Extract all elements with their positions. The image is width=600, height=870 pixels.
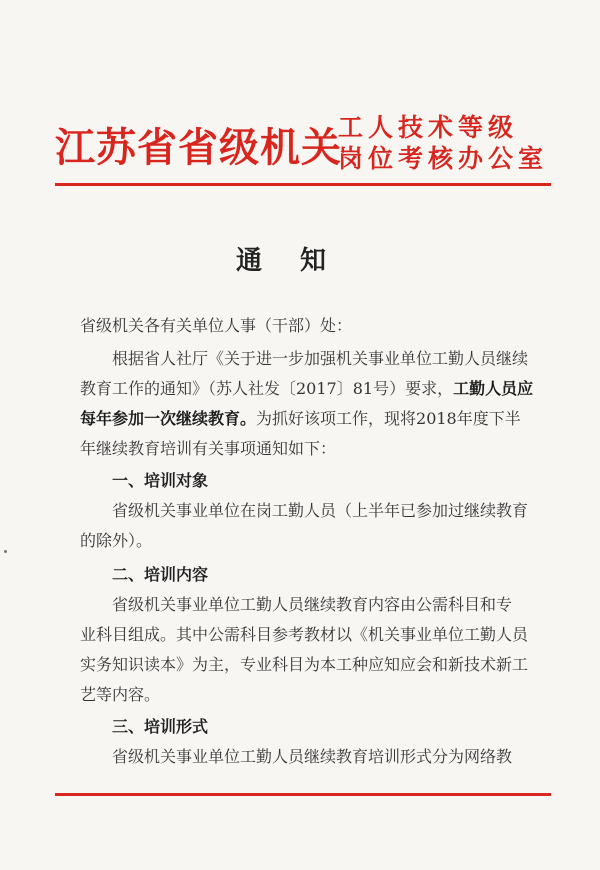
paragraph-line: 实务知识读本》为主，专业科目为本工种应知应会和新技术新工 <box>80 655 529 674</box>
paragraph-line: 年继续教育培训有关事项通知如下： <box>80 439 337 458</box>
notice-title: 通知 <box>235 246 364 276</box>
salutation: 省级机关各有关单位人事（干部）处： <box>80 316 353 335</box>
emphasis-text: 工勤人员应 <box>453 379 534 398</box>
paragraph-line: 艺等内容。 <box>80 685 161 704</box>
section-heading: 三、培训形式 <box>112 717 209 736</box>
letterhead-office-line-1: 工人技术等级 <box>338 113 519 142</box>
letterhead-office-line-2: 岗位考核办公室 <box>338 144 549 173</box>
letterhead-office-name <box>338 112 548 174</box>
paragraph-text: 教育工作的通知》（苏人社发〔2017〕81号）要求， <box>80 379 454 398</box>
paragraph-line: 根据省人社厅《关于进一步加强机关事业单位工勤人员继续 <box>112 349 529 368</box>
paragraph-line: 省级机关事业单位在岗工勤人员（上半年已参加过继续教育 <box>112 501 529 520</box>
paragraph-line: 省级机关事业单位工勤人员继续教育内容由公需科目和专 <box>112 595 513 614</box>
letterhead-red-rule <box>55 183 551 186</box>
section-heading: 一、培训对象 <box>112 471 209 490</box>
letterhead <box>55 108 555 178</box>
section-heading: 二、培训内容 <box>112 565 209 584</box>
paragraph-line <box>80 376 533 399</box>
emphasis-text: 每年参加一次继续教育。 <box>80 409 257 428</box>
paragraph-text: 为抓好该项工作，现将2018年度下半 <box>256 409 521 428</box>
paragraph-line <box>80 406 521 429</box>
footer-red-rule <box>55 793 551 796</box>
letterhead-org-name: 江苏省省级机关 <box>55 125 342 171</box>
scan-speck <box>4 550 7 553</box>
paragraph-line: 业科目组成。其中公需科目参考教材以《机关事业单位工勤人员 <box>80 625 529 644</box>
paragraph-line: 的除外）。 <box>80 531 153 550</box>
paragraph-line: 省级机关事业单位工勤人员继续教育培训形式分为网络教 <box>112 747 513 766</box>
